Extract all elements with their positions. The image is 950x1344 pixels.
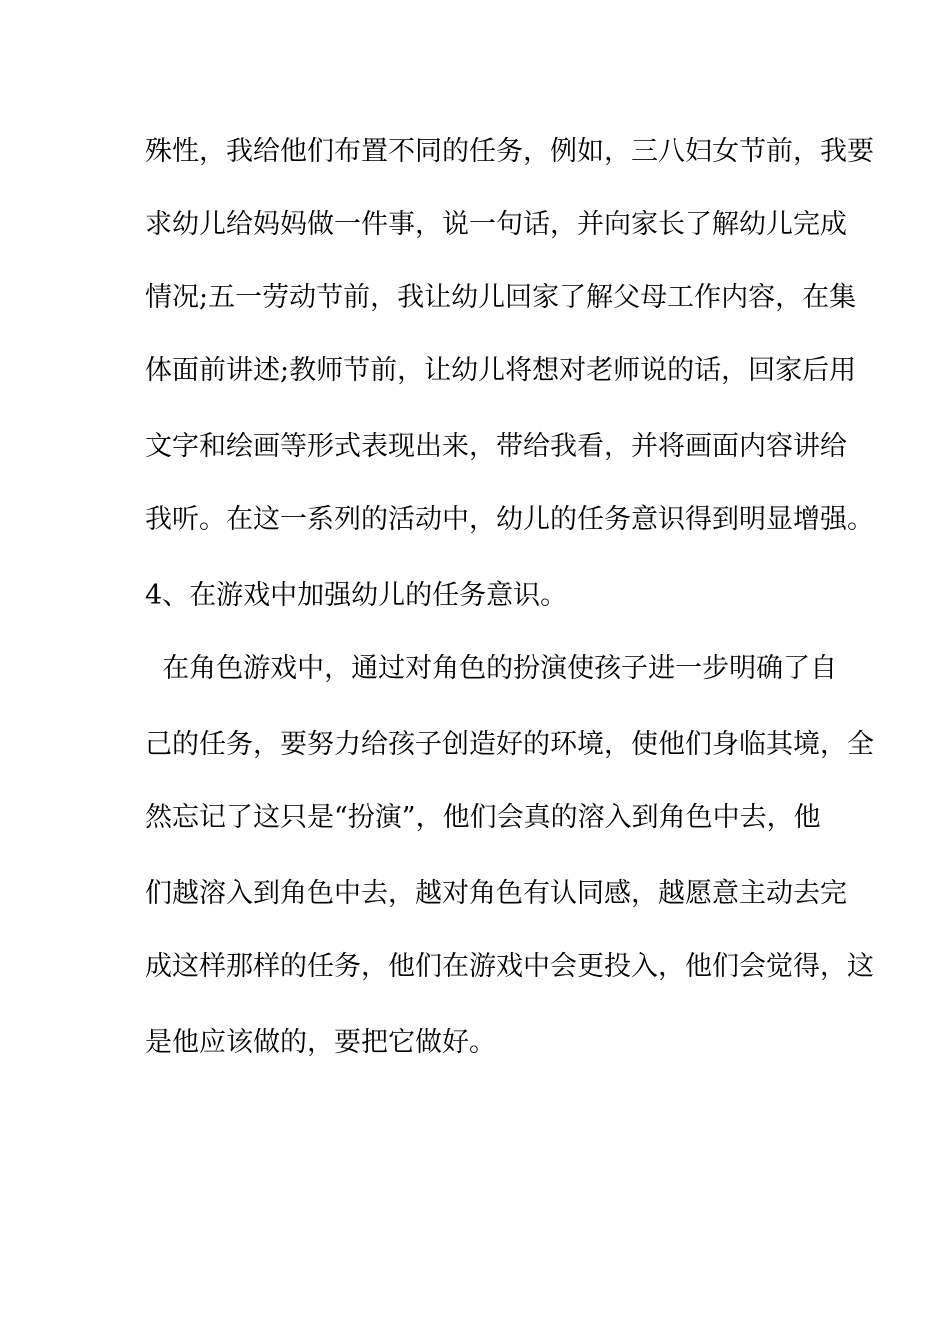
text-line: 求幼儿给妈妈做一件事，说一句话，并向家长了解幼儿完成 xyxy=(145,209,847,240)
text-line: 己的任务，要努力给孩子创造好的环境，使他们身临其境，全 xyxy=(145,729,874,760)
text-line: 在角色游戏中，通过对角色的扮演使孩子进一步明确了自 xyxy=(145,653,838,684)
text-line: 我听。在这一系列的活动中，幼儿的任务意识得到明显增强。 xyxy=(145,504,874,535)
text-line: 文字和绘画等形式表现出来，带给我看，并将画面内容讲给 xyxy=(145,431,847,462)
text-line: 是他应该做的，要把它做好。 xyxy=(145,1027,496,1058)
section-heading: 4、在游戏中加强幼儿的任务意识。 xyxy=(145,580,568,611)
text-line: 体面前讲述;教师节前，让幼儿将想对老师说的话，回家后用 xyxy=(145,355,857,386)
text-line: 然忘记了这只是“扮演”，他们会真的溶入到角色中去，他 xyxy=(145,802,821,833)
text-line: 成这样那样的任务，他们在游戏中会更投入，他们会觉得，这 xyxy=(145,951,874,982)
text-line: 们越溶入到角色中去，越对角色有认同感，越愿意主动去完 xyxy=(145,878,847,909)
text-line: 情况;五一劳动节前，我让幼儿回家了解父母工作内容，在集 xyxy=(145,282,857,313)
text-line: 殊性，我给他们布置不同的任务，例如，三八妇女节前，我要 xyxy=(145,136,874,167)
